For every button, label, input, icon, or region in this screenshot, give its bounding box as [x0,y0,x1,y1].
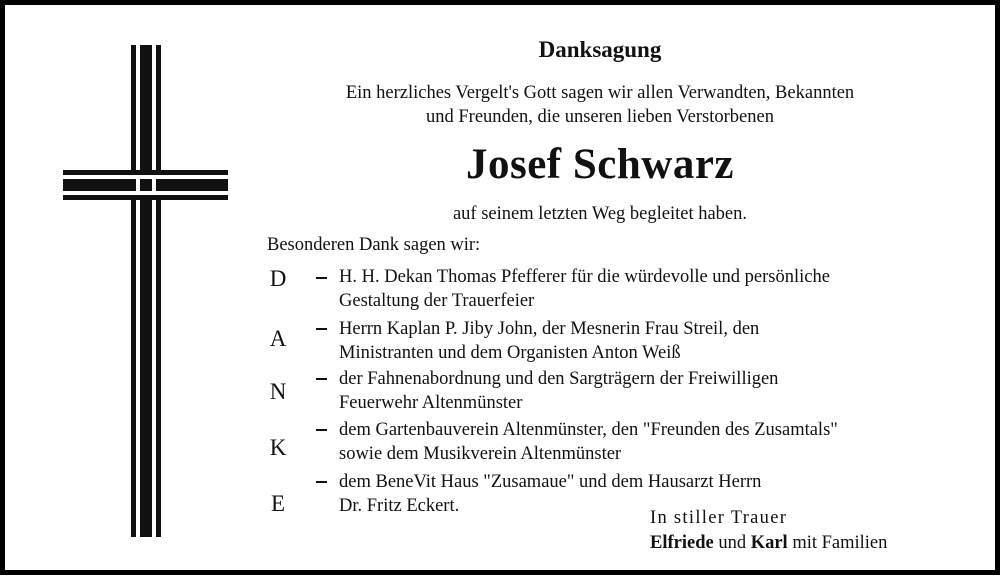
signature-name-2: Karl [750,533,788,553]
intro-line: und Freunden, die unseren lieben Verstorbenen [426,107,774,127]
thanks-item [339,367,989,415]
thanks-line: Ministranten und dem Organisten Anton Weiß [339,343,681,363]
thanks-letter-e: E [270,491,286,516]
thanks-dash [316,429,327,431]
thanks-dash [316,277,327,279]
thanks-letter-n: N [269,379,287,404]
thanks-item [339,265,989,313]
thanks-dash [316,481,327,483]
thanks-dash [316,378,327,380]
deceased-name: Josef Schwarz [465,141,735,188]
thanks-line: dem Gartenbauverein Altenmünster, den "Freunden des Zusamtals" [339,420,838,440]
notice-title: Danksagung [538,37,662,62]
signature-suffix: mit Familien [792,533,888,553]
thanks-dash [316,328,327,330]
thanks-letter-a: A [269,326,287,351]
signature-connector: und [718,533,747,553]
thanks-letter-k: K [269,435,287,460]
thanks-line: H. H. Dekan Thomas Pfefferer für die würdevolle und persönliche [339,267,830,287]
thanks-line: Herrn Kaplan P. Jiby John, der Mesnerin Frau Streil, den [339,319,760,339]
thanks-line: Dr. Fritz Eckert. [339,496,460,516]
signature-name-1: Elfriede [650,533,714,553]
thanks-line: der Fahnenabordnung und den Sargträgern der Freiwilligen [339,369,779,389]
thanks-item [339,418,989,466]
outro-text: auf seinem letzten Weg begleitet haben. [452,204,748,224]
special-thanks-heading: Besonderen Dank sagen wir: [267,235,481,255]
intro-line: Ein herzliches Vergelt's Gott sagen wir allen Verwandten, Bekannten [345,83,855,103]
latin-cross-icon [5,5,245,580]
intro-text [245,81,955,129]
signature-names [650,533,887,554]
thanks-line: sowie dem Musikverein Altenmünster [339,444,622,464]
signature-greeting: In stiller Trauer [650,508,788,528]
thanks-item [339,317,989,365]
thanks-line: Feuerwehr Altenmünster [339,393,523,413]
thanks-line: Gestaltung der Trauerfeier [339,291,535,311]
thanks-line: dem BeneVit Haus "Zusamaue" und dem Hausarzt Herrn [339,472,762,492]
thanks-letter-d: D [269,266,287,291]
